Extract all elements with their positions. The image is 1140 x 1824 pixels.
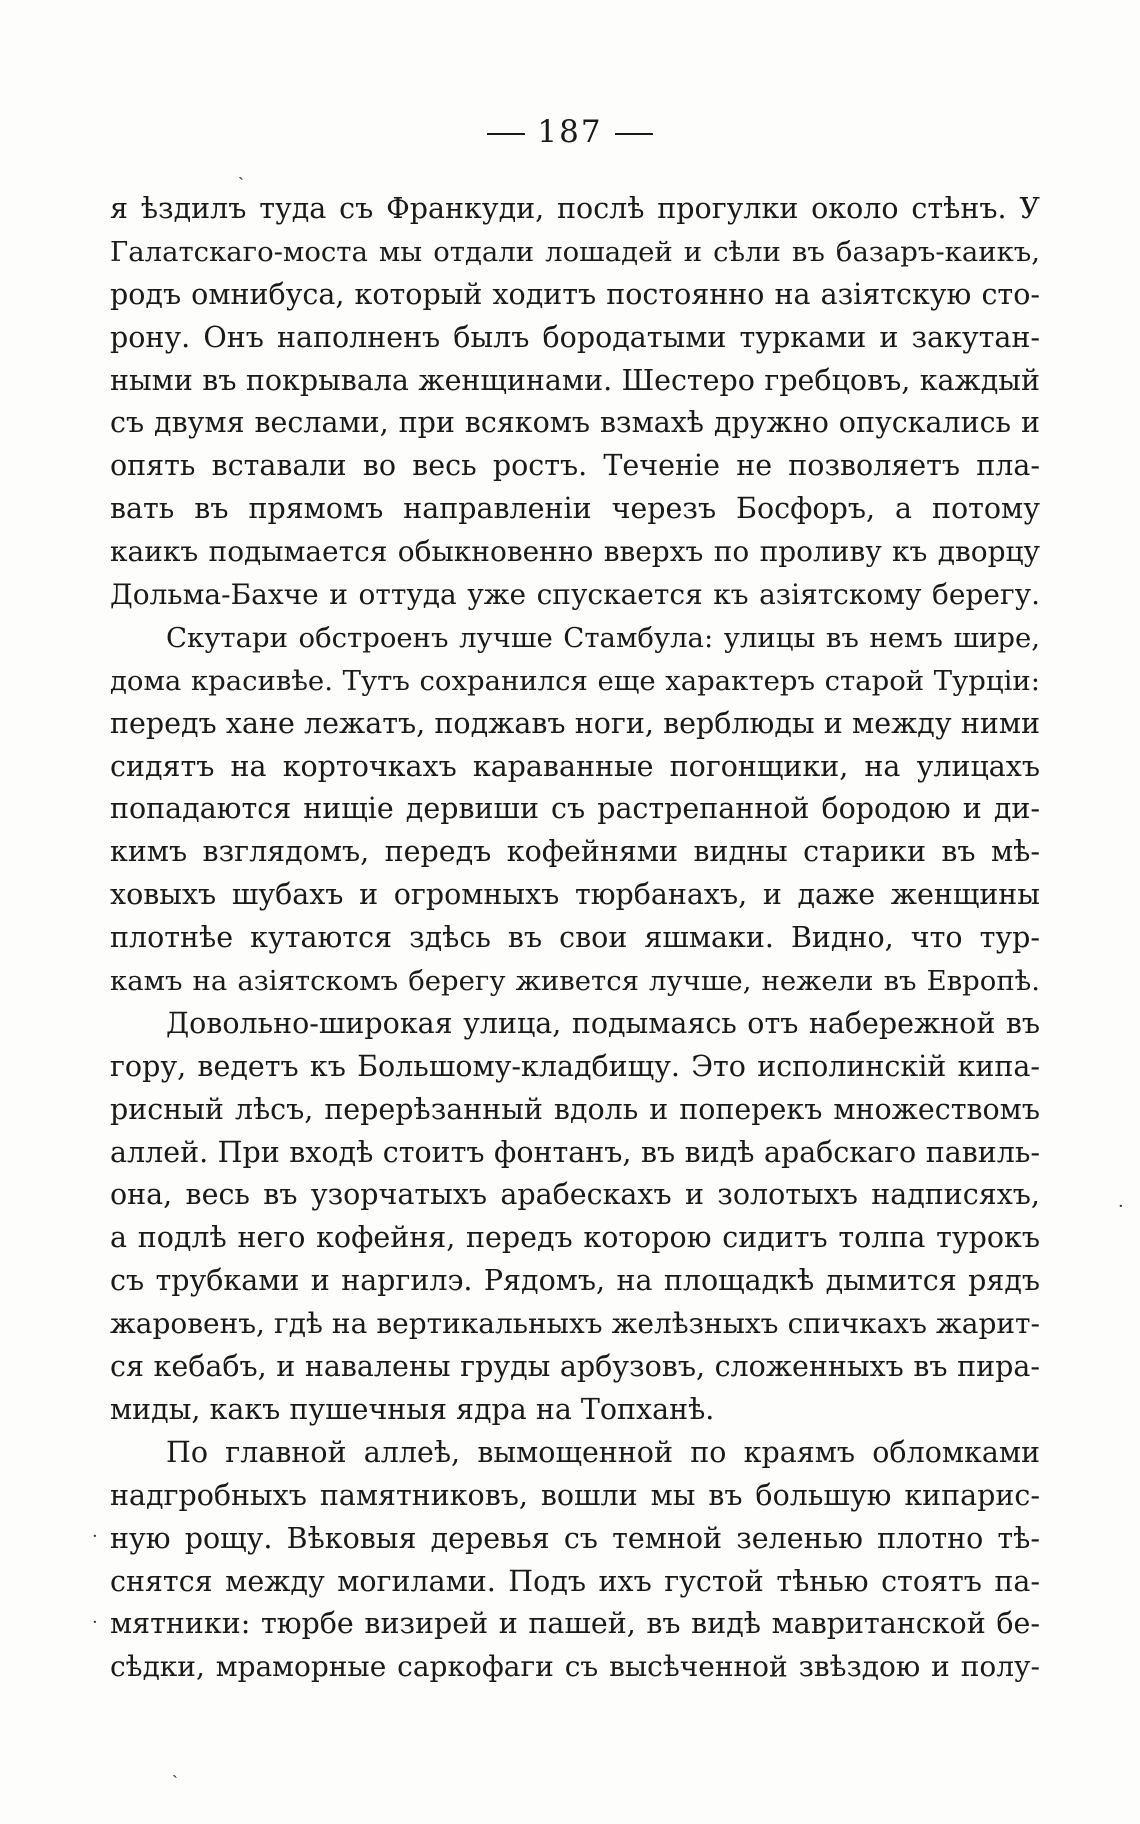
ink-speck: · bbox=[92, 1612, 98, 1633]
ink-speck: · bbox=[92, 1526, 98, 1547]
text-line: каикъ подымается обыкновенно вверхъ по проливу къ дворцу bbox=[110, 535, 1040, 569]
text-line: передъ хане лежатъ, поджавъ ноги, верблюды и между ними bbox=[110, 706, 1040, 740]
text-line: рону. Онъ наполненъ былъ бородатыми турками и закутан- bbox=[110, 320, 1040, 354]
text-line: дома красивѣе. Тутъ сохранился еще характеръ старой Турціи: bbox=[110, 664, 1040, 697]
page-body bbox=[110, 188, 1040, 1689]
text-line: Дольма-Бахче и оттуда уже спускается къ азіятскому берегу. bbox=[110, 578, 1040, 612]
paragraph bbox=[110, 188, 1040, 617]
text-line: По главной аллеѣ, вымощенной по краямъ обломками bbox=[166, 1435, 1040, 1469]
paragraph bbox=[110, 617, 1040, 1003]
ink-speck: ˎ bbox=[172, 1758, 178, 1779]
text-line: я ѣздилъ туда съ Франкуди, послѣ прогулки около стѣнъ. У bbox=[110, 192, 1040, 225]
text-line: она, весь въ узорчатыхъ арабескахъ и золотыхъ надписяхъ, bbox=[110, 1178, 1040, 1212]
text-line: сидятъ на корточкахъ караванные погонщики, на улицахъ bbox=[110, 749, 1040, 783]
text-line: Скутари обстроенъ лучше Стамбула: улицы въ немъ шире, bbox=[166, 621, 1040, 654]
header-dash-left bbox=[487, 133, 525, 135]
text-line: попадаются нищіе дервиши съ растрепанной бородою и ди- bbox=[110, 792, 1040, 826]
header-dash-right bbox=[615, 133, 653, 135]
text-line: снятся между могилами. Подъ ихъ густой тѣнью стоятъ па- bbox=[110, 1564, 1040, 1598]
text-line: опять вставали во весь ростъ. Теченіе не позволяетъ пла- bbox=[110, 449, 1040, 483]
text-line: ными въ покрывала женщинами. Шестеро гребцовъ, каждый bbox=[110, 363, 1040, 397]
text-line: плотнѣе кутаются здѣсь въ свои яшмаки. Видно, что тур- bbox=[110, 921, 1040, 955]
paragraph bbox=[110, 1432, 1040, 1689]
text-line: рисный лѣсъ, перерѣзанный вдоль и поперекъ множествомъ bbox=[110, 1092, 1040, 1126]
text-line: ную рощу. Вѣковыя деревья съ темной зеленью плотно тѣ- bbox=[110, 1521, 1040, 1555]
text-line: аллей. При входѣ стоитъ фонтанъ, въ видѣ арабскаго павиль- bbox=[110, 1135, 1040, 1169]
text-line: жаровенъ, гдѣ на вертикальныхъ желѣзныхъ спичкахъ жарит- bbox=[110, 1307, 1040, 1341]
text-line: вать въ прямомъ направленіи черезъ Босфоръ, а потому bbox=[110, 492, 1040, 526]
text-line: Галатскаго-моста мы отдали лошадей и сѣли въ базаръ-каикъ, bbox=[110, 235, 1040, 268]
page-number: 187 bbox=[537, 114, 603, 150]
ink-speck: ˏ bbox=[238, 160, 244, 181]
text-line: съ трубками и наргилэ. Рядомъ, на площадкѣ дымится рядъ bbox=[110, 1264, 1040, 1298]
text-line: надгробныхъ памятниковъ, вошли мы въ большую кипарис- bbox=[110, 1478, 1040, 1512]
text-line: Довольно-широкая улица, подымаясь отъ набережной въ bbox=[166, 1006, 1040, 1040]
text-line: а подлѣ него кофейня, передъ которою сидитъ толпа турокъ bbox=[110, 1221, 1040, 1255]
text-line: гору, ведетъ къ Большому-кладбищу. Это исполинскій кипа- bbox=[110, 1049, 1040, 1083]
text-line: сѣдки, мраморные саркофаги съ высѣченной звѣздою и полу- bbox=[110, 1650, 1040, 1684]
text-line: мятники: тюрбе визирей и пашей, въ видѣ мавританской бе- bbox=[110, 1607, 1040, 1641]
ink-speck: · bbox=[1118, 1196, 1124, 1217]
text-line: кимъ взглядомъ, передъ кофейнями видны старики въ мѣ- bbox=[110, 835, 1040, 869]
text-line: ховыхъ шубахъ и огромныхъ тюрбанахъ, и даже женщины bbox=[110, 878, 1040, 912]
paragraph bbox=[110, 1003, 1040, 1432]
text-line: родъ омнибуса, который ходитъ постоянно на азіятскую сто- bbox=[110, 277, 1040, 311]
text-line: ся кебабъ, и навалены груды арбузовъ, сложенныхъ въ пира- bbox=[110, 1350, 1040, 1384]
text-line: съ двумя веслами, при всякомъ взмахѣ дружно опускались и bbox=[110, 406, 1040, 440]
text-line: камъ на азіятскомъ берегу живется лучше, нежели въ Европѣ. bbox=[110, 965, 1040, 998]
page-header bbox=[0, 114, 1140, 150]
text-line: миды, какъ пушечныя ядра на Топханѣ. bbox=[110, 1392, 715, 1426]
